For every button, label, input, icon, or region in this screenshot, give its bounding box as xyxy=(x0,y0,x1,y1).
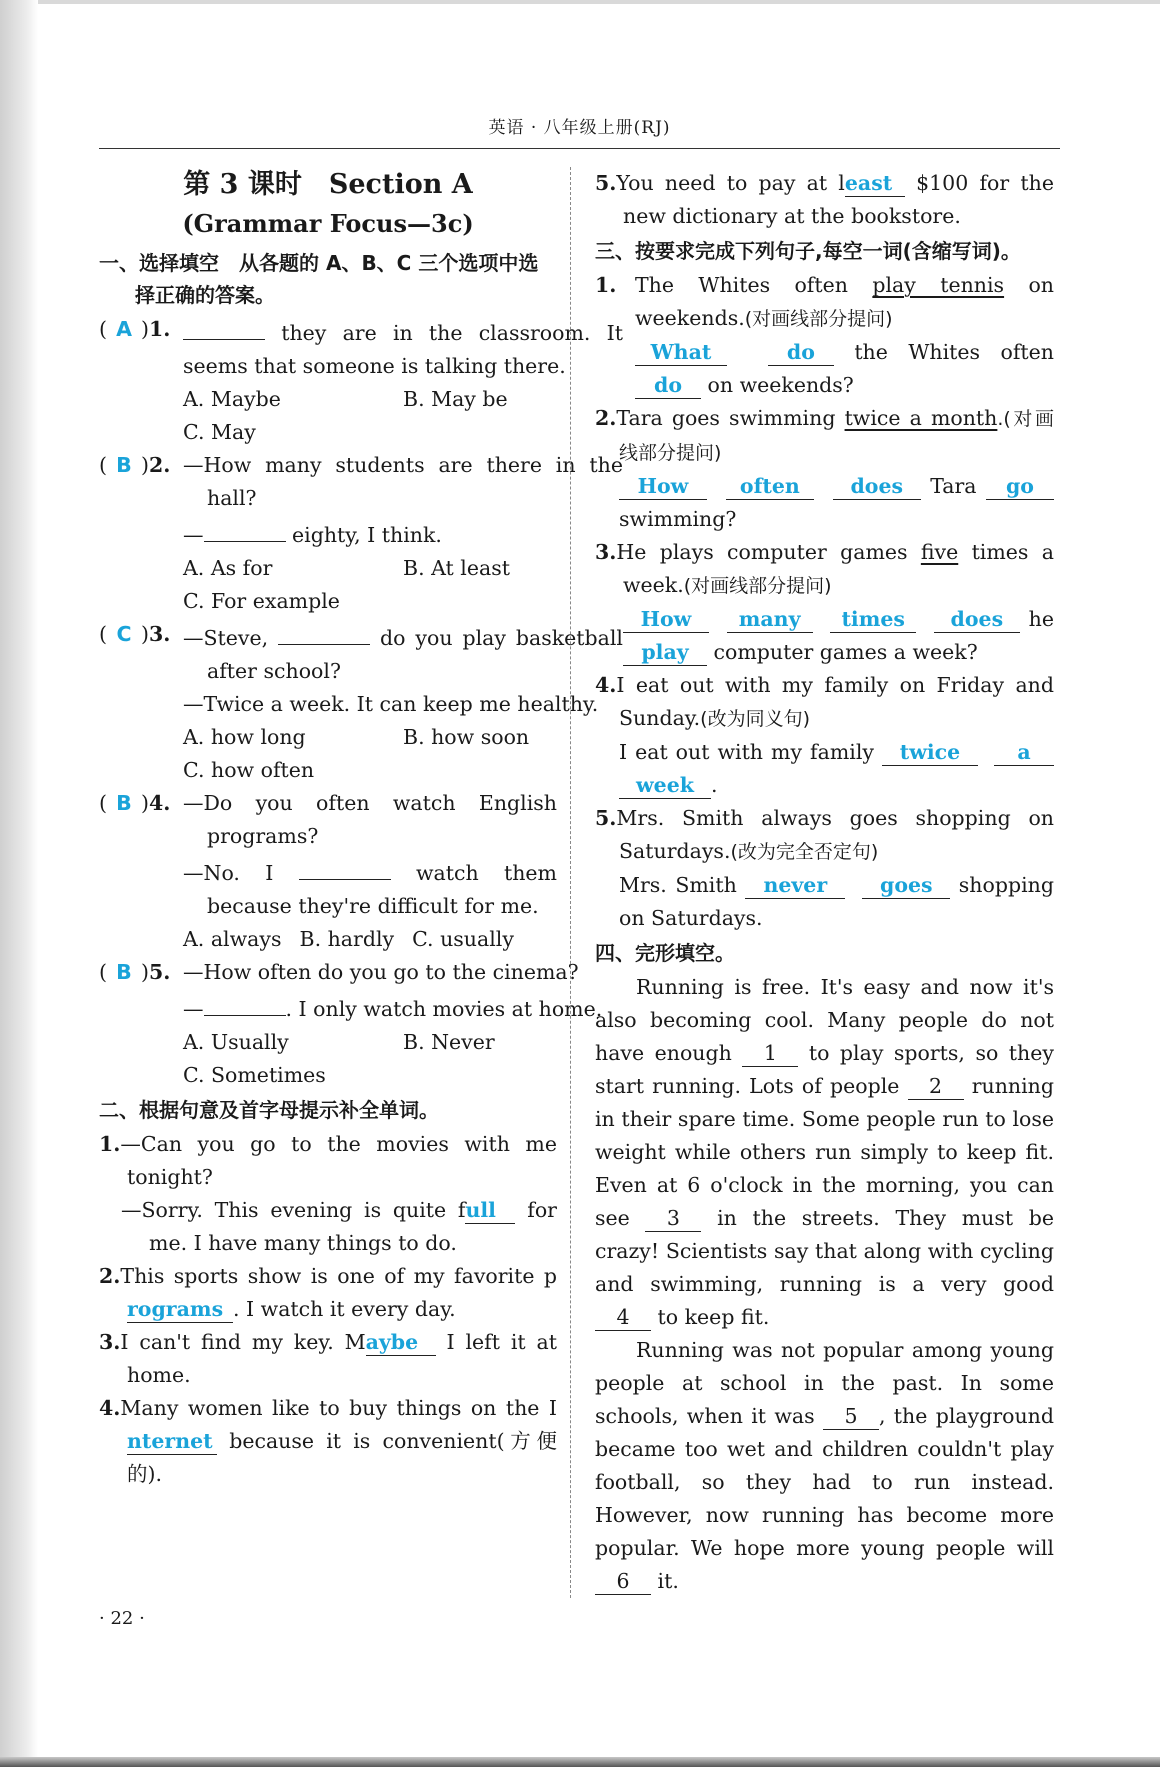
right-column: 5.You need to pay at least $100 for the new dictionary at the bookstore. 三、按要求完成下列句子,每空一词(含缩写词)。 1. The Whites often play tennis on weekends.(对画线部分提问) What do the Whites often do on weekends? 2.Tara goes swimming twice a month.(对画线部分提问) How often does Tara go swimming? 3.He plays computer games five times a week.(对画线部分提问) How many times does he play computer games a week? 4.I eat out with my family on Friday and Sunday.(改为同义句) I eat out with my family twice a week . 5.Mrs. Smith always goes shopping on Saturdays.(改为完全否定句) Mrs. Smith never goes shopping on Saturdays. 四、完形填空。 Running is free. It's easy and now it's also becoming cool. Many people do not have enough 1 to play sports, so they start running. Lots of people 2 running in their spare time. Some people run to lose weight while others run simply to keep fit. Even at 6 o'clock in the morning, you can see 3 in the streets. They must be crazy! Scientists say that along with cycling and swimming, running is a very good 4 to keep fit. Running was not popular among young people at school in the past. In some schools, when it was 5 , the playground became too wet and children couldn't play football, so they had to run instead. However, now running has become more popular. We hope more young people will 6 it. xyxy=(570,167,1054,1598)
word-blank-4[interactable]: nternet xyxy=(127,1428,217,1455)
rewrite-question-5: 5.Mrs. Smith always goes shopping on Saturdays.(改为完全否定句) xyxy=(595,806,1054,863)
scan-bottom-edge xyxy=(0,1757,1160,1767)
left-column: 第 3 课时 Section A (Grammar Focus—3c) 一、选择填空 从各题的 A、B、C 三个选项中选择正确的答案。 ( A )1. they are in the classroom. It seems that someone is talking there. A. Maybe B. May be C. May ( B )2. —How many students are there in the hall? — eighty, I think. A. As for B. At least C. For example ( C )3. —Steve, do you play basketball after school? —Twice a week. It can keep me healthy. A. how long B. how soon C. how often ( B )4. —Do you often watch English programs? —No. I watch them because they're difficult for me. A. always B. hardly C. usually ( B )5. —How often do you go to the cinema? — . I only watch movies at home. A. Usually B. Never C. Sometimes 二、根据句意及首字母提示补全单词。 1.—Can you go to the movies with me tonight? —Sorry. This evening is quite full for me. I have many things to do. 2.This sports show is one of my favorite programs . I watch it every day. 3.I can't find my key. Maybe I left it at home. 4.Many women like to buy things on the Internet because it is convenient(方便的). xyxy=(99,167,570,1598)
cloze-blank-5[interactable]: 5 xyxy=(823,1403,879,1430)
page-header: 英语 · 八年级上册(RJ) xyxy=(99,108,1060,149)
rewrite-blank[interactable]: does xyxy=(833,473,921,500)
page-number: · 22 · xyxy=(99,1608,145,1629)
mc-question-2: ( B )2. —How many students are there in the hall? — eighty, I think. A. As for B. At least C. For example xyxy=(99,449,557,618)
rewrite-blank[interactable]: goes xyxy=(862,872,950,899)
rewrite-blank[interactable]: How xyxy=(619,473,707,500)
option-b[interactable]: B. hardly xyxy=(299,927,395,951)
answer-blank[interactable] xyxy=(204,515,286,542)
cloze-paragraph-2: Running was not popular among young people at school in the past. In some schools, when it was 5 , the playground became too wet and children couldn't play football, so they had to run instead. However, now running has become more popular. We hope more young people will 6 it. xyxy=(595,1338,1054,1593)
option-b[interactable]: B. May be xyxy=(403,387,508,411)
answer-4[interactable]: B xyxy=(116,791,132,815)
answer-1[interactable]: A xyxy=(116,317,132,341)
option-a[interactable]: A. how long xyxy=(183,725,306,749)
scan-top-edge xyxy=(0,0,1160,4)
word-question-4: 4.Many women like to buy things on the Internet because it is convenient(方便的). xyxy=(99,1396,557,1486)
rewrite-question-2: 2.Tara goes swimming twice a month.(对画线部分提问) xyxy=(595,406,1055,464)
rewrite-blank[interactable]: go xyxy=(986,473,1054,500)
rewrite-blank[interactable]: many xyxy=(727,606,813,633)
word-question-1: 1.—Can you go to the movies with me tonight? xyxy=(99,1132,557,1189)
answer-blank[interactable] xyxy=(204,989,286,1016)
rewrite-blank[interactable]: often xyxy=(726,473,814,500)
rewrite-blank[interactable]: times xyxy=(830,606,916,633)
cloze-blank-3[interactable]: 3 xyxy=(645,1205,701,1232)
word-question-5: 5.You need to pay at least $100 for the new dictionary at the bookstore. xyxy=(595,171,1054,228)
word-blank-3[interactable]: aybe xyxy=(366,1329,436,1356)
option-c[interactable]: C. For example xyxy=(183,589,340,613)
option-a[interactable]: A. always xyxy=(183,927,282,951)
word-blank-5[interactable]: east xyxy=(845,170,905,197)
two-column-body xyxy=(99,167,1060,1598)
cloze-blank-4[interactable]: 4 xyxy=(595,1304,651,1331)
part3-heading: 三、按要求完成下列句子,每空一词(含缩写词)。 xyxy=(595,239,1021,263)
workbook-page xyxy=(99,108,1060,1598)
option-a[interactable]: A. Maybe xyxy=(183,387,281,411)
answer-2[interactable]: B xyxy=(116,453,132,477)
answer-3[interactable]: C xyxy=(116,622,132,646)
cloze-blank-2[interactable]: 2 xyxy=(908,1073,964,1100)
option-a[interactable]: A. As for xyxy=(183,556,273,580)
cloze-paragraph-1: Running is free. It's easy and now it's also becoming cool. Many people do not have enough 1 to play sports, so they start running. Lots of people 2 running in their spare time. Some people run to lose weight while others run simply to keep fit. Even at 6 o'clock in the morning, you can see 3 in the streets. They must be crazy! Scientists say that along with cycling and swimming, running is a very good 4 to keep fit. xyxy=(595,975,1054,1329)
rewrite-blank[interactable]: twice xyxy=(882,739,978,766)
rewrite-blank[interactable]: never xyxy=(745,872,845,899)
lesson-title: 第 3 课时 Section A xyxy=(183,169,473,200)
rewrite-question-1: 1. The Whites often play tennis on weekends.(对画线部分提问) xyxy=(595,273,1054,330)
word-blank-1[interactable]: ull xyxy=(465,1197,515,1224)
word-blank-2[interactable]: rograms xyxy=(127,1296,233,1323)
mc-question-1: ( A )1. they are in the classroom. It seems that someone is talking there. A. Maybe B. May be C. May xyxy=(99,313,557,449)
mc-question-3: ( C )3. —Steve, do you play basketball after school? —Twice a week. It can keep me healthy. A. how long B. how soon C. how often xyxy=(99,618,557,787)
option-c[interactable]: C. how often xyxy=(183,758,315,782)
rewrite-question-3: 3.He plays computer games five times a week.(对画线部分提问) xyxy=(595,540,1054,597)
option-b[interactable]: B. At least xyxy=(403,556,510,580)
rewrite-blank[interactable]: does xyxy=(934,606,1020,633)
option-a[interactable]: A. Usually xyxy=(183,1030,289,1054)
cloze-blank-6[interactable]: 6 xyxy=(595,1568,651,1595)
lesson-subtitle: (Grammar Focus—3c) xyxy=(182,209,474,238)
rewrite-blank[interactable]: week xyxy=(619,772,711,799)
answer-blank[interactable] xyxy=(278,618,370,645)
rewrite-question-4: 4.I eat out with my family on Friday and Sunday.(改为同义句) xyxy=(595,673,1054,730)
cloze-blank-1[interactable]: 1 xyxy=(742,1040,798,1067)
part2-heading: 二、根据句意及首字母提示补全单词。 xyxy=(99,1098,439,1122)
option-c[interactable]: C. usually xyxy=(412,927,514,951)
rewrite-blank[interactable]: play xyxy=(623,639,707,666)
word-question-3: 3.I can't find my key. Maybe I left it at home. xyxy=(99,1330,557,1387)
answer-blank[interactable] xyxy=(299,853,391,880)
mc-question-5: ( B )5. —How often do you go to the cinema? — . I only watch movies at home. A. Usually B. Never C. Sometimes xyxy=(99,956,557,1092)
option-b[interactable]: B. Never xyxy=(403,1030,495,1054)
option-c[interactable]: C. Sometimes xyxy=(183,1063,326,1087)
scan-left-shadow xyxy=(0,0,38,1767)
rewrite-blank[interactable]: a xyxy=(994,739,1054,766)
part4-heading: 四、完形填空。 xyxy=(595,941,735,965)
rewrite-blank[interactable]: How xyxy=(623,606,709,633)
option-b[interactable]: B. how soon xyxy=(403,725,530,749)
rewrite-blank[interactable]: What xyxy=(635,339,727,366)
answer-blank[interactable] xyxy=(183,313,265,340)
option-c[interactable]: C. May xyxy=(183,420,256,444)
word-question-2: 2.This sports show is one of my favorite programs . I watch it every day. xyxy=(99,1264,557,1321)
mc-question-4: ( B )4. —Do you often watch English programs? —No. I watch them because they're difficult for me. A. always B. hardly C. usually xyxy=(99,787,557,956)
rewrite-blank[interactable]: do xyxy=(635,372,701,399)
part1-heading: 一、选择填空 从各题的 A、B、C 三个选项中选择正确的答案。 xyxy=(99,251,539,307)
answer-5[interactable]: B xyxy=(116,960,132,984)
rewrite-blank[interactable]: do xyxy=(768,339,834,366)
